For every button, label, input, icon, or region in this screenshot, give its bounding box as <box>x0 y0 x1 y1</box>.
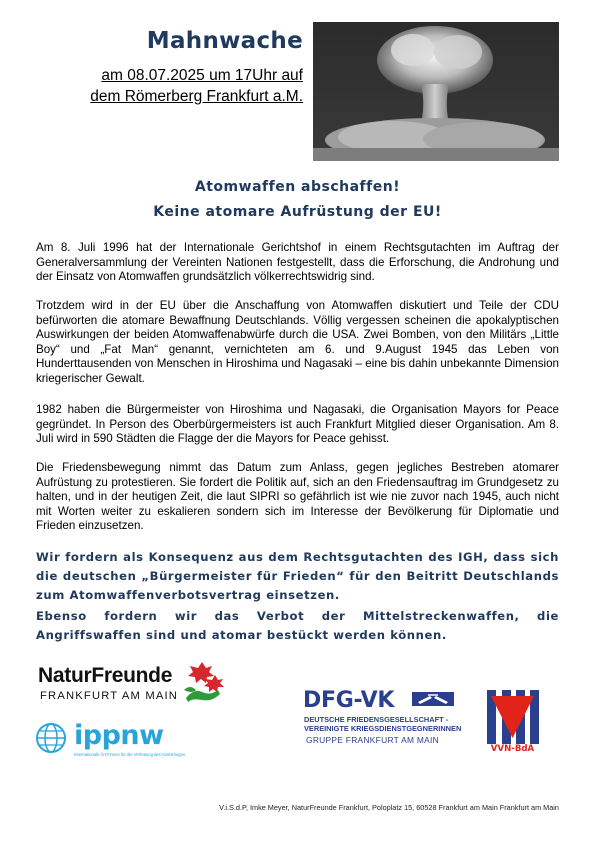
ippnw-tagline: Internationale Ärzt*innen für die Verhütung des Atomkrieges <box>74 752 186 757</box>
event-date-time: am 08.07.2025 um 17Uhr auf <box>101 67 303 84</box>
ippnw-logo-name: ippnw <box>74 720 164 751</box>
dfgvk-logo-name: DFG-VK <box>303 688 395 713</box>
broken-rifle-icon <box>412 686 454 710</box>
demand-paragraph: Ebenso fordern wir das Verbot der Mittelstreckenwaffen, die Angriffswaffen sind und atomar bestückt werden können. <box>36 609 559 642</box>
mushroom-cloud-photo <box>313 22 559 161</box>
dfgvk-line-3: GRUPPE FRANKFURT AM MAIN <box>306 735 439 745</box>
dfgvk-line-1: DEUTSCHE FRIEDENSGESELLSCHAFT - <box>304 715 449 724</box>
paragraph: Trotzdem wird in der EU über die Anschaffung von Atomwaffen diskutiert und Teile der CDU befürworten die atomare Bewaffnung Deutschlands. Völlig vergessen scheinen die apokalyptischen Auswirkungen der beiden Atomwaffenabwürfe durch die USA. Zwei Bomben, von den Militärs „Little Boy“ und „Fat Man“ genannt, vernichteten am 6. und 9.August 1945 das Leben von Hunderttausenden von Menschen in Hiroshima und Nagasaki – eine bis dahin unbekannte Dimension kriegerischer Gewalt. <box>36 299 559 385</box>
demand-paragraph: Wir fordern als Konsequenz aus dem Rechtsgutachten des IGH, dass sich die deutschen „Bürgermeister für Frieden“ für den Beitritt Deutschlands zum Atomwaffenverbotsvertrag einsetzen. <box>36 550 559 602</box>
naturfreunde-logo-city: FRANKFURT AM MAIN <box>40 690 179 702</box>
paragraph: 1982 haben die Bürgermeister von Hiroshima und Nagasaki, die Organisation Mayors for Peace gegründet. In Person des Oberbürgermeisters ist auch Frankfurt Mitglied dieser Organisation. Am 8. Juli wird in 590 Städten die Flagge der die Mayors for Peace gehisst. <box>36 403 559 446</box>
headline-2: Keine atomare Aufrüstung der EU! <box>153 204 442 220</box>
ippnw-globe-icon <box>35 722 67 754</box>
imprint-footer: V.i.S.d.P, Imke Meyer, NaturFreunde Frankfurt, Poloplatz 15, 60528 Frankfurt am Main Frankfurt am Main <box>219 803 559 812</box>
vvn-triangle-icon <box>485 690 540 744</box>
vvn-logo-name: VVN-BdA <box>490 744 535 754</box>
naturfreunde-logo-name: NaturFreunde <box>38 664 173 687</box>
headline-1: Atomwaffen abschaffen! <box>194 179 401 195</box>
paragraph: Die Friedensbewegung nimmt das Datum zum Anlass, gegen jegliches Bestreben atomarer Aufrüstung zu protestieren. Sie fordert die Politik auf, sich an den Friedensauftrag im Grundgesetz zu halten, und in der heutigen Zeit, die laut SIPRI so gefährlich ist wie nie zuvor nach 1945, auch nicht mit Worten weiter zu eskalieren sondern sich im Interesse der Bevölkerung für Diplomatie und Frieden einzusetzen. <box>36 461 559 533</box>
paragraph: Am 8. Juli 1996 hat der Internationale Gerichtshof in einem Rechtsgutachten im Auftrag der Generalversammlung der Vereinten Nationen festgestellt, dass die Erforschung, die Androhung und der Einsatz von Atomwaffen grundsätzlich völkerrechtswidrig sind. <box>36 241 559 284</box>
page-title: Mahnwache <box>146 28 303 54</box>
dfgvk-line-2: VEREINIGTE KRIEGSDIENSTGEGNERINNEN <box>304 724 462 733</box>
event-location: dem Römerberg Frankfurt a.M. <box>90 88 303 105</box>
naturfreunde-roses-icon <box>178 660 226 706</box>
